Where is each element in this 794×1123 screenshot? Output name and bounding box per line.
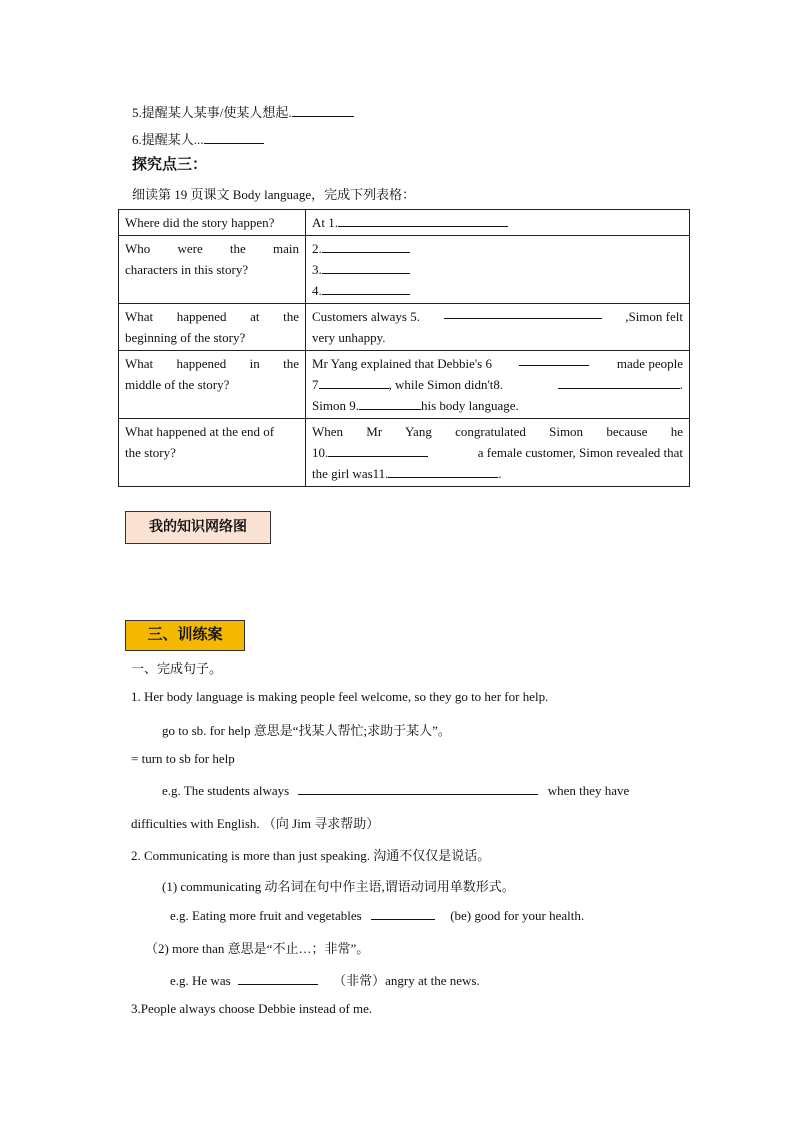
question-text: What happened at the bbox=[125, 309, 299, 324]
answer-text: ,Simon felt bbox=[625, 309, 683, 324]
question-cell bbox=[119, 419, 306, 487]
training-section-box: 三、训练案 bbox=[125, 620, 245, 651]
answer-text: Mr Yang explained that Debbie's 6 bbox=[312, 356, 492, 371]
question-text: characters in this story? bbox=[125, 262, 249, 277]
answer-cell bbox=[306, 236, 690, 304]
answer-cell bbox=[306, 351, 690, 419]
blank-field[interactable] bbox=[338, 214, 508, 227]
instruction-text: 细读第 19 页课文 Body language，完成下列表格： bbox=[132, 187, 416, 202]
sentence-2-example-1 bbox=[170, 907, 584, 924]
answer-text: 3. bbox=[312, 262, 322, 277]
answer-text: Customers always 5. bbox=[312, 309, 420, 324]
sentence-2-point-1: (1) communicating 动名词在句中作主语,谓语动词用单数形式。 bbox=[162, 879, 515, 894]
example-text: e.g. He was bbox=[170, 973, 231, 988]
blank-field[interactable] bbox=[558, 376, 680, 389]
blank-field[interactable] bbox=[388, 465, 498, 478]
answer-text: a female customer, Simon revealed that bbox=[477, 445, 683, 460]
blank-field[interactable] bbox=[204, 131, 264, 144]
sentence-2-example-2 bbox=[170, 970, 480, 989]
answer-text: At 1. bbox=[312, 215, 338, 230]
answer-text: 10. bbox=[312, 445, 329, 460]
part-1-heading: 一、完成句子。 bbox=[131, 661, 223, 676]
table-row bbox=[119, 210, 690, 236]
example-text: （非常）angry at the news. bbox=[333, 973, 480, 988]
sentence-1-equivalent: = turn to sb for help bbox=[131, 751, 235, 766]
sentence-1-note: go to sb. for help 意思是“找某人帮忙;求助于某人”。 bbox=[162, 723, 451, 738]
table-row bbox=[119, 351, 690, 419]
answer-text: 4. bbox=[312, 283, 322, 298]
sentence-1: 1. Her body language is making people feel welcome, so they go to her for help. bbox=[131, 689, 549, 704]
table-row bbox=[119, 419, 690, 487]
question-text: the story? bbox=[125, 445, 176, 460]
question-text: beginning of the story? bbox=[125, 330, 246, 345]
answer-text: the girl was11. bbox=[312, 466, 389, 481]
question-text: What happened in the bbox=[125, 356, 299, 371]
question-text: Where did the story happen? bbox=[125, 215, 275, 230]
explore-3-heading: 探究点三： bbox=[132, 157, 208, 173]
table-row bbox=[119, 236, 690, 304]
question-text: Who were the main bbox=[125, 241, 299, 256]
blank-field[interactable] bbox=[298, 782, 538, 795]
question-cell bbox=[119, 351, 306, 419]
blank-field[interactable] bbox=[519, 353, 589, 366]
sentence-2: 2. Communicating is more than just speaking. 沟通不仅仅是说话。 bbox=[131, 848, 491, 863]
question-cell bbox=[119, 304, 306, 351]
example-text: (be) good for your health. bbox=[450, 908, 585, 923]
blank-field[interactable] bbox=[292, 104, 354, 117]
blank-field[interactable] bbox=[444, 306, 602, 319]
blank-field[interactable] bbox=[359, 397, 421, 410]
answer-cell bbox=[306, 210, 690, 236]
answer-text: 2. bbox=[312, 241, 322, 256]
answer-text: Simon 9. bbox=[312, 398, 359, 413]
sentence-2-point-2: （2) more than 意思是“不止…；非常”。 bbox=[145, 941, 370, 956]
answer-text: made people bbox=[616, 356, 683, 371]
sentence-1-example-cont: difficulties with English. （向 Jim 寻求帮助） bbox=[131, 816, 380, 831]
question-text: What happened at the end of bbox=[125, 424, 275, 439]
question-cell bbox=[119, 236, 306, 304]
answer-text: 7 bbox=[312, 377, 319, 392]
item-5-text: 5.提醒某人某事/使某人想起. bbox=[132, 105, 292, 120]
question-text: middle of the story? bbox=[125, 377, 230, 392]
question-cell bbox=[119, 210, 306, 236]
answer-text: his body language. bbox=[420, 398, 519, 413]
knowledge-network-box: 我的知识网络图 bbox=[125, 511, 271, 544]
example-text: e.g. Eating more fruit and vegetables bbox=[170, 908, 362, 923]
example-text: e.g. The students always bbox=[162, 783, 290, 798]
answer-text: , while Simon didn't8. bbox=[388, 377, 504, 392]
blank-field[interactable] bbox=[322, 240, 410, 253]
sentence-1-example bbox=[162, 782, 629, 799]
blank-field[interactable] bbox=[238, 972, 318, 985]
answer-text: . bbox=[679, 377, 683, 392]
answer-text: very unhappy. bbox=[312, 330, 386, 345]
blank-field[interactable] bbox=[371, 907, 435, 920]
item-5 bbox=[132, 102, 354, 121]
sentence-3: 3.People always choose Debbie instead of me. bbox=[131, 1001, 373, 1016]
table-row bbox=[119, 304, 690, 351]
item-6 bbox=[132, 129, 264, 148]
blank-field[interactable] bbox=[319, 376, 389, 389]
blank-field[interactable] bbox=[322, 282, 410, 295]
blank-field[interactable] bbox=[328, 444, 428, 457]
blank-field[interactable] bbox=[322, 261, 410, 274]
answer-cell bbox=[306, 304, 690, 351]
answer-text: . bbox=[498, 466, 502, 481]
story-table bbox=[118, 209, 690, 487]
answer-cell bbox=[306, 419, 690, 487]
item-6-text: 6.提醒某人... bbox=[132, 132, 204, 147]
example-text: when they have bbox=[547, 783, 630, 798]
answer-text: When Mr Yang congratulated Simon because he bbox=[312, 424, 683, 439]
